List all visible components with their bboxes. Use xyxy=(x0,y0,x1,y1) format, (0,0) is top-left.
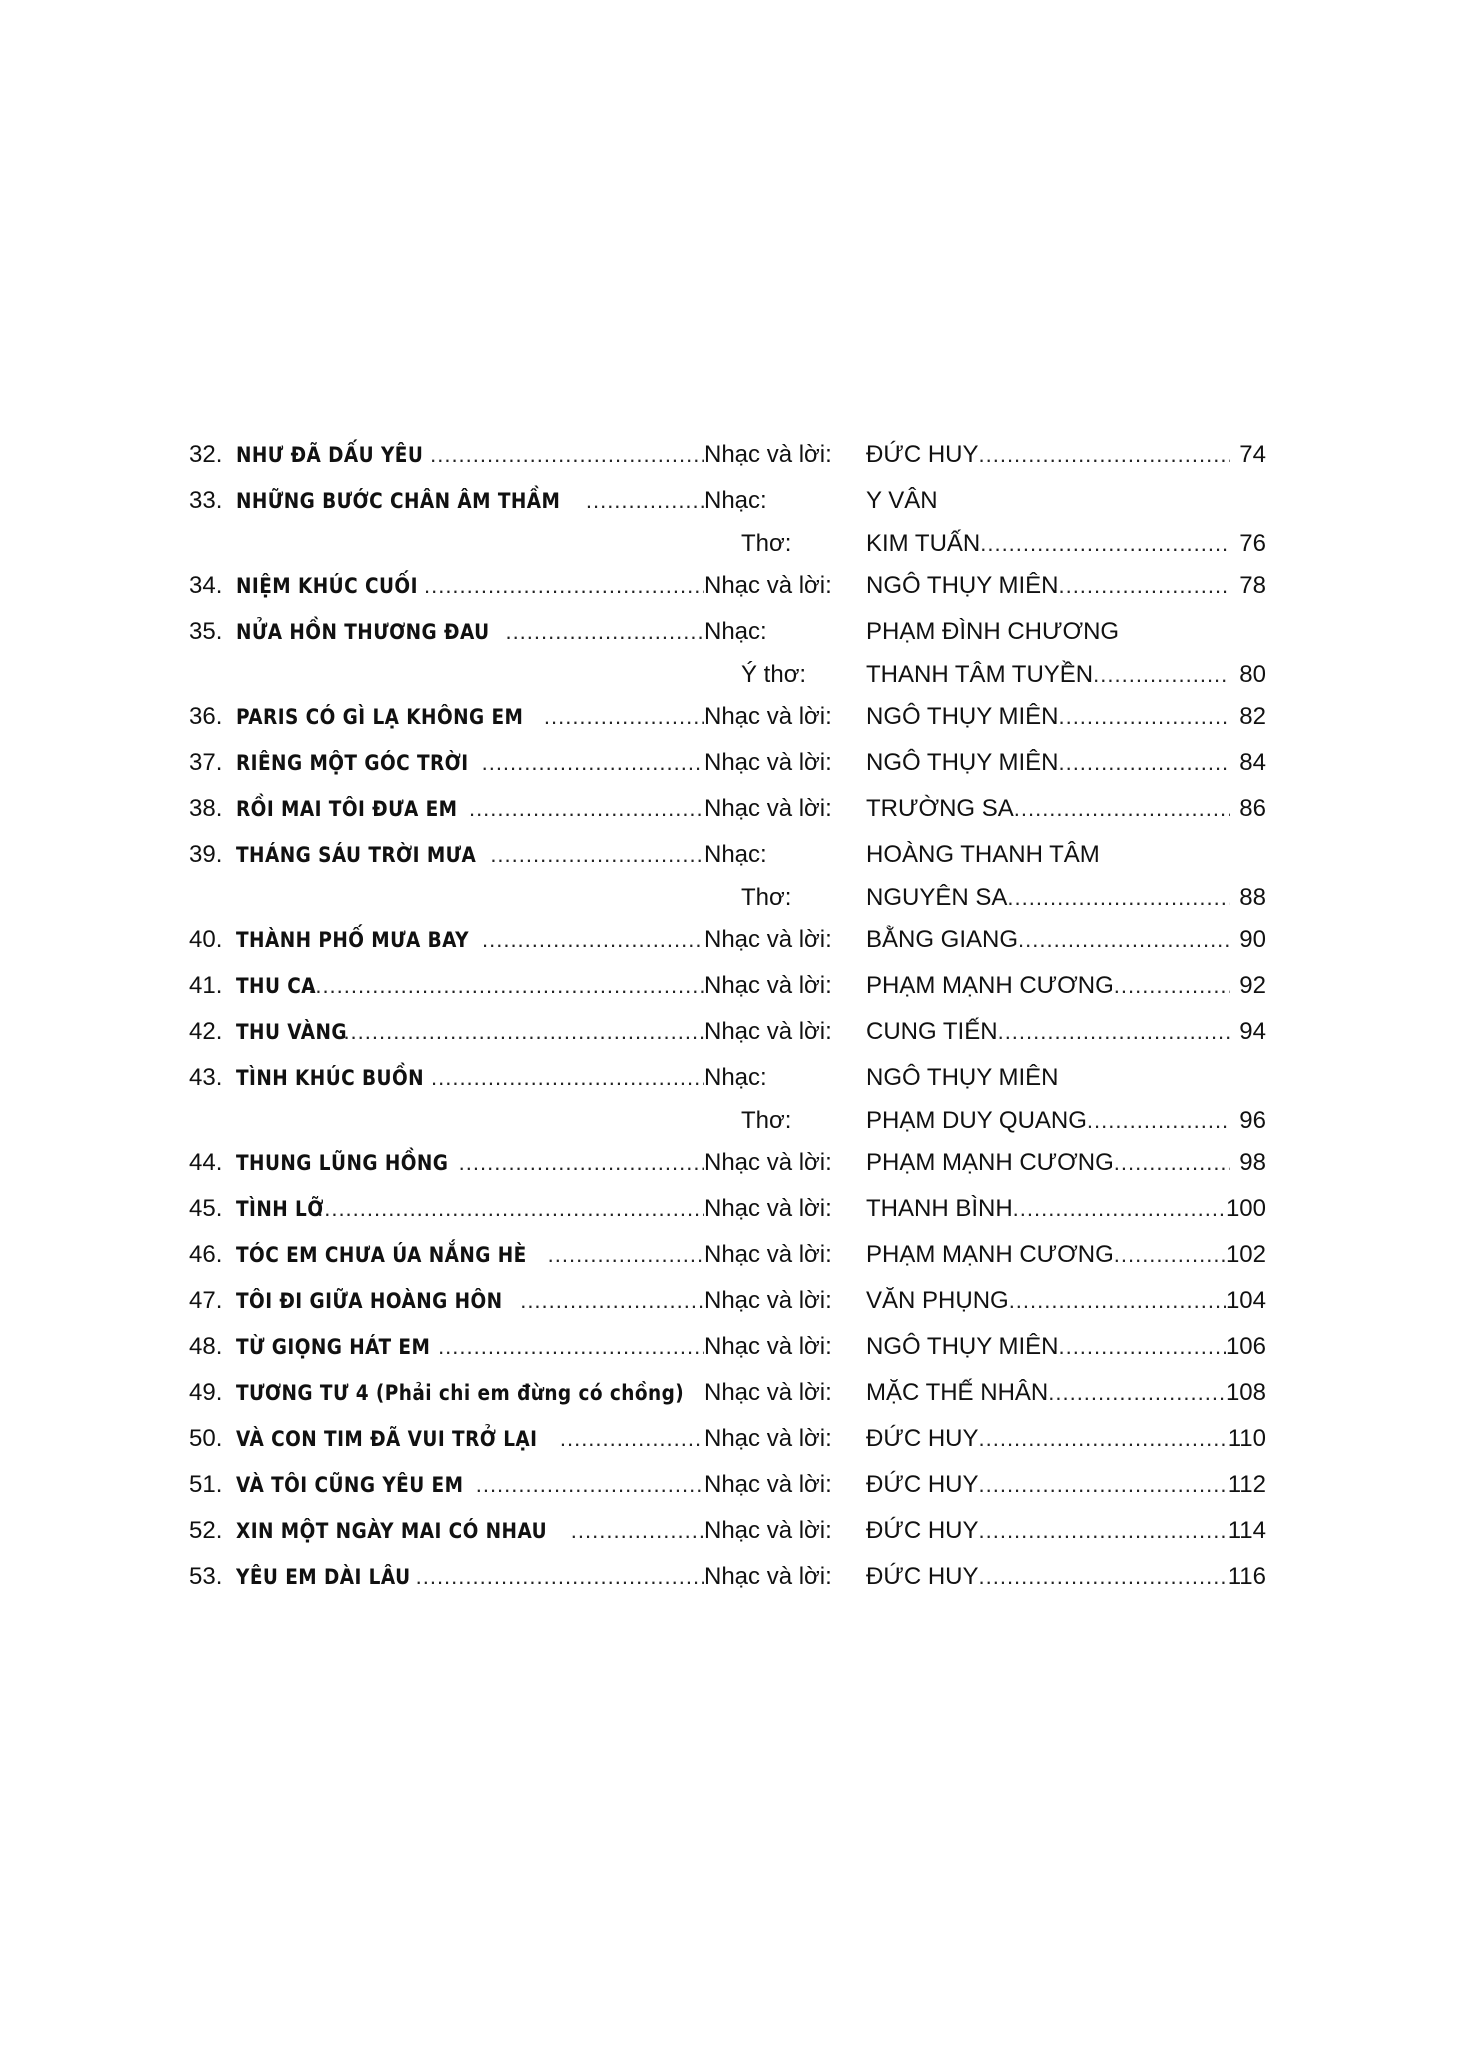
toc-entry-subline xyxy=(0,655,1464,694)
dot-leader xyxy=(520,1278,704,1324)
toc-entry xyxy=(0,694,1464,740)
dot-leader xyxy=(416,1554,704,1600)
credit-author-cell xyxy=(866,1370,1266,1416)
toc-entry xyxy=(0,1055,1464,1140)
song-title: TÔI ĐI GIỮA HOÀNG HÔN xyxy=(236,1289,503,1313)
entry-number: 48. xyxy=(189,1333,223,1360)
dot-leader xyxy=(1058,563,1230,609)
toc-entry xyxy=(0,432,1464,478)
entry-title-cell xyxy=(236,832,704,878)
dot-leader xyxy=(1114,1140,1230,1186)
dot-leader xyxy=(438,1324,704,1370)
credit-author-cell xyxy=(866,1462,1266,1508)
toc-entry-line xyxy=(0,1140,1464,1186)
page-number: 94 xyxy=(1239,1018,1266,1045)
dot-leader xyxy=(560,1416,704,1462)
entry-number: 52. xyxy=(189,1517,223,1544)
dot-leader xyxy=(544,694,704,740)
toc-entry-line xyxy=(0,1186,1464,1232)
credit-role: Thơ: xyxy=(741,884,792,911)
page-number: 108 xyxy=(1225,1379,1266,1406)
entry-number: 39. xyxy=(189,841,223,868)
page-number: 96 xyxy=(1239,1107,1266,1134)
song-title: NHỮNG BƯỚC CHÂN ÂM THẦM xyxy=(236,489,561,513)
toc-entry xyxy=(0,1009,1464,1055)
entry-number: 47. xyxy=(189,1287,223,1314)
toc-entry-line xyxy=(0,563,1464,609)
entry-title-cell xyxy=(236,917,704,963)
credit-role: Nhạc và lời: xyxy=(704,572,832,599)
toc-entry-line xyxy=(0,740,1464,786)
credit-author-cell xyxy=(866,786,1266,832)
entry-number: 53. xyxy=(189,1563,223,1590)
dot-leader xyxy=(317,1186,704,1232)
toc-entry-line xyxy=(0,1554,1464,1600)
toc-entry xyxy=(0,917,1464,963)
credit-role: Nhạc và lời: xyxy=(704,1471,832,1498)
toc-entry xyxy=(0,609,1464,694)
author-name: NGÔ THỤY MIÊN xyxy=(866,749,1059,776)
toc-entry-line xyxy=(0,478,1464,524)
page-number: 116 xyxy=(1227,1563,1266,1590)
author-name: PHẠM DUY QUANG xyxy=(866,1107,1087,1134)
page-number: 112 xyxy=(1227,1471,1266,1498)
entry-title-cell xyxy=(236,786,704,832)
author-name: MẶC THẾ NHÂN xyxy=(866,1379,1049,1406)
credit-role: Ý thơ: xyxy=(741,661,807,688)
song-title: THÁNG SÁU TRỜI MƯA xyxy=(236,843,477,867)
page-number: 90 xyxy=(1239,926,1266,953)
credit-role: Nhạc và lời: xyxy=(704,1241,832,1268)
page-number: 84 xyxy=(1239,749,1266,776)
dot-leader xyxy=(430,432,704,478)
song-title: NIỆM KHÚC CUỐI xyxy=(236,574,418,598)
song-title: PARIS CÓ GÌ LẠ KHÔNG EM xyxy=(236,705,524,729)
credit-role: Nhạc và lời: xyxy=(704,1018,832,1045)
author-name: ĐỨC HUY xyxy=(866,1563,979,1590)
credit-author-cell xyxy=(866,878,1266,917)
page-number: 82 xyxy=(1239,703,1266,730)
credit-role: Nhạc và lời: xyxy=(704,795,832,822)
dot-leader xyxy=(979,1462,1228,1508)
entry-number: 51. xyxy=(189,1471,223,1498)
credit-author-cell xyxy=(866,563,1266,609)
toc-entry xyxy=(0,1462,1464,1508)
entry-number: 49. xyxy=(189,1379,223,1406)
dot-leader xyxy=(343,1009,704,1055)
credit-role: Nhạc và lời: xyxy=(704,926,832,953)
credit-author-cell xyxy=(866,1554,1266,1600)
table-of-contents xyxy=(0,432,1464,1600)
toc-entry xyxy=(0,1232,1464,1278)
dot-leader xyxy=(476,1462,704,1508)
credit-author-cell xyxy=(866,1055,1266,1101)
song-title: TỪ GIỌNG HÁT EM xyxy=(236,1335,431,1359)
credit-role: Nhạc: xyxy=(704,487,767,514)
page-number: 106 xyxy=(1225,1333,1266,1360)
entry-number: 46. xyxy=(189,1241,223,1268)
dot-leader xyxy=(1013,1186,1226,1232)
entry-number: 33. xyxy=(189,487,223,514)
credit-author-cell xyxy=(866,1232,1266,1278)
credit-role: Thơ: xyxy=(741,1107,792,1134)
credit-author-cell xyxy=(866,917,1266,963)
entry-title-cell xyxy=(236,694,704,740)
dot-leader xyxy=(482,917,704,963)
credit-role: Nhạc và lời: xyxy=(704,1333,832,1360)
dot-leader xyxy=(1014,786,1230,832)
dot-leader xyxy=(424,563,704,609)
entry-title-cell xyxy=(236,1055,704,1101)
entry-number: 37. xyxy=(189,749,223,776)
toc-entry xyxy=(0,1416,1464,1462)
entry-title-cell xyxy=(236,1140,704,1186)
song-title: THUNG LŨNG HỒNG xyxy=(236,1151,449,1175)
dot-leader xyxy=(979,432,1231,478)
song-title: RỒI MAI TÔI ĐƯA EM xyxy=(236,797,458,821)
credit-role: Nhạc: xyxy=(704,1064,767,1091)
toc-entry xyxy=(0,963,1464,1009)
author-name: PHẠM MẠNH CƯƠNG xyxy=(866,972,1114,999)
credit-role: Nhạc và lời: xyxy=(704,1195,832,1222)
entry-number: 45. xyxy=(189,1195,223,1222)
entry-title-cell xyxy=(236,609,704,655)
author-name: ĐỨC HUY xyxy=(866,1517,979,1544)
credit-author-cell xyxy=(866,1416,1266,1462)
credit-author-cell xyxy=(866,1009,1266,1055)
dot-leader xyxy=(1018,917,1230,963)
toc-entry-line xyxy=(0,1508,1464,1554)
dot-leader xyxy=(1087,1101,1230,1140)
toc-entry xyxy=(0,786,1464,832)
dot-leader xyxy=(490,832,704,878)
page-number: 104 xyxy=(1225,1287,1266,1314)
credit-role: Nhạc và lời: xyxy=(704,1379,832,1406)
page-number: 86 xyxy=(1239,795,1266,822)
dot-leader xyxy=(1048,1370,1226,1416)
credit-role: Nhạc: xyxy=(704,841,767,868)
dot-leader xyxy=(980,524,1230,563)
toc-entry-line xyxy=(0,963,1464,1009)
song-title: YÊU EM DÀI LÂU xyxy=(236,1565,411,1589)
song-title: NHƯ ĐÃ DẤU YÊU xyxy=(236,443,424,467)
entry-number: 36. xyxy=(189,703,223,730)
toc-entry xyxy=(0,1508,1464,1554)
entry-title-cell xyxy=(236,1324,704,1370)
dot-leader xyxy=(431,1055,704,1101)
credit-author-cell xyxy=(866,432,1266,478)
dot-leader xyxy=(1058,740,1230,786)
credit-role: Nhạc và lời: xyxy=(704,1563,832,1590)
page-number: 78 xyxy=(1239,572,1266,599)
toc-entry-line xyxy=(0,694,1464,740)
toc-entry-line xyxy=(0,1278,1464,1324)
dot-leader xyxy=(979,1508,1228,1554)
entry-title-cell xyxy=(236,1278,704,1324)
credit-role: Nhạc: xyxy=(704,618,767,645)
credit-author-cell xyxy=(866,963,1266,1009)
dot-leader xyxy=(1058,1324,1225,1370)
author-name: CUNG TIẾN xyxy=(866,1018,998,1045)
entry-number: 38. xyxy=(189,795,223,822)
author-name: NGÔ THỤY MIÊN xyxy=(866,703,1059,730)
toc-entry xyxy=(0,1186,1464,1232)
dot-leader xyxy=(505,609,704,655)
credit-role: Nhạc và lời: xyxy=(704,441,832,468)
author-name: HOÀNG THANH TÂM xyxy=(866,841,1100,868)
entry-title-cell xyxy=(236,478,704,524)
entry-title-cell xyxy=(236,563,704,609)
page-number: 100 xyxy=(1225,1195,1266,1222)
author-name: NGÔ THỤY MIÊN xyxy=(866,1064,1059,1091)
toc-entry-subline xyxy=(0,878,1464,917)
entry-title-cell xyxy=(236,1554,704,1600)
song-title: TƯƠNG TƯ 4 (Phải chi em đừng có chồng) xyxy=(236,1381,685,1405)
entry-title-cell xyxy=(236,1232,704,1278)
credit-author-cell xyxy=(866,832,1266,878)
dot-leader xyxy=(469,786,704,832)
author-name: PHẠM MẠNH CƯƠNG xyxy=(866,1149,1114,1176)
credit-role: Nhạc và lời: xyxy=(704,703,832,730)
toc-entry-line xyxy=(0,786,1464,832)
dot-leader xyxy=(1007,878,1230,917)
toc-entry-line xyxy=(0,832,1464,878)
credit-role: Nhạc và lời: xyxy=(704,1517,832,1544)
credit-role: Thơ: xyxy=(741,530,792,557)
song-title: TÌNH LỠ xyxy=(236,1197,324,1221)
song-title: TÌNH KHÚC BUỒN xyxy=(236,1066,425,1090)
entry-title-cell xyxy=(236,740,704,786)
entry-number: 34. xyxy=(189,572,223,599)
entry-title-cell xyxy=(236,432,704,478)
credit-author-cell xyxy=(866,1140,1266,1186)
dot-leader xyxy=(979,1554,1228,1600)
credit-author-cell xyxy=(866,1186,1266,1232)
page-number: 114 xyxy=(1227,1517,1266,1544)
toc-entry-line xyxy=(0,1324,1464,1370)
page-number: 88 xyxy=(1239,884,1266,911)
author-name: THANH BÌNH xyxy=(866,1195,1013,1222)
author-name: KIM TUẤN xyxy=(866,530,981,557)
page-number: 74 xyxy=(1239,441,1266,468)
toc-entry xyxy=(0,1370,1464,1416)
toc-entry xyxy=(0,1324,1464,1370)
toc-entry-line xyxy=(0,1370,1464,1416)
credit-role: Nhạc và lời: xyxy=(704,1287,832,1314)
author-name: PHẠM ĐÌNH CHƯƠNG xyxy=(866,618,1120,645)
page-number: 92 xyxy=(1239,972,1266,999)
toc-entry-subline xyxy=(0,1101,1464,1140)
toc-entry xyxy=(0,478,1464,563)
author-name: BẰNG GIANG xyxy=(866,926,1019,953)
entry-title-cell xyxy=(236,1508,704,1554)
dot-leader xyxy=(308,963,704,1009)
song-title: VÀ TÔI CŨNG YÊU EM xyxy=(236,1473,464,1497)
credit-author-cell xyxy=(866,740,1266,786)
entry-number: 42. xyxy=(189,1018,223,1045)
author-name: TRƯỜNG SA xyxy=(866,795,1014,822)
dot-leader xyxy=(1009,1278,1226,1324)
toc-entry xyxy=(0,1278,1464,1324)
toc-entry-line xyxy=(0,432,1464,478)
toc-entry xyxy=(0,563,1464,609)
song-title: RIÊNG MỘT GÓC TRỜI xyxy=(236,751,469,775)
toc-entry-subline xyxy=(0,524,1464,563)
credit-author-cell xyxy=(866,694,1266,740)
toc-entry xyxy=(0,740,1464,786)
credit-author-cell xyxy=(866,609,1266,655)
credit-author-cell xyxy=(866,655,1266,694)
author-name: PHẠM MẠNH CƯƠNG xyxy=(866,1241,1114,1268)
entry-title-cell xyxy=(236,1370,704,1416)
toc-entry-line xyxy=(0,1462,1464,1508)
author-name: VĂN PHỤNG xyxy=(866,1287,1009,1314)
author-name: NGÔ THỤY MIÊN xyxy=(866,572,1059,599)
entry-number: 32. xyxy=(189,441,223,468)
entry-title-cell xyxy=(236,1416,704,1462)
entry-number: 50. xyxy=(189,1425,223,1452)
dot-leader xyxy=(1093,655,1230,694)
song-title: THU VÀNG xyxy=(236,1020,348,1044)
credit-author-cell xyxy=(866,1324,1266,1370)
credit-role: Nhạc và lời: xyxy=(704,972,832,999)
author-name: THANH TÂM TUYỀN xyxy=(866,661,1094,688)
dot-leader xyxy=(1114,1232,1226,1278)
toc-entry-line xyxy=(0,609,1464,655)
toc-entry xyxy=(0,832,1464,917)
author-name: ĐỨC HUY xyxy=(866,1425,979,1452)
credit-role: Nhạc và lời: xyxy=(704,749,832,776)
song-title: THÀNH PHỐ MƯA BAY xyxy=(236,928,469,952)
author-name: NGUYÊN SA xyxy=(866,884,1008,911)
dot-leader xyxy=(998,1009,1230,1055)
credit-role: Nhạc và lời: xyxy=(704,1149,832,1176)
song-title: TÓC EM CHƯA ÚA NẮNG HÈ xyxy=(236,1243,527,1267)
credit-author-cell xyxy=(866,1508,1266,1554)
dot-leader xyxy=(459,1140,704,1186)
dot-leader xyxy=(548,1232,704,1278)
entry-number: 44. xyxy=(189,1149,223,1176)
page-number: 80 xyxy=(1239,661,1266,688)
dot-leader xyxy=(571,1508,704,1554)
toc-entry-line xyxy=(0,917,1464,963)
entry-title-cell xyxy=(236,1186,704,1232)
author-name: ĐỨC HUY xyxy=(866,441,979,468)
dot-leader xyxy=(482,740,704,786)
toc-entry xyxy=(0,1554,1464,1600)
entry-title-cell xyxy=(236,963,704,1009)
dot-leader xyxy=(586,478,704,524)
author-name: ĐỨC HUY xyxy=(866,1471,979,1498)
dot-leader xyxy=(1058,694,1230,740)
page-number: 110 xyxy=(1227,1425,1266,1452)
credit-author-cell xyxy=(866,1101,1266,1140)
page-number: 98 xyxy=(1239,1149,1266,1176)
entry-number: 35. xyxy=(189,618,223,645)
toc-entry-line xyxy=(0,1232,1464,1278)
song-title: NỬA HỒN THƯƠNG ĐAU xyxy=(236,620,490,644)
toc-entry-line xyxy=(0,1416,1464,1462)
credit-author-cell xyxy=(866,1278,1266,1324)
toc-entry-line xyxy=(0,1009,1464,1055)
dot-leader xyxy=(1114,963,1230,1009)
entry-title-cell xyxy=(236,1009,704,1055)
entry-title-cell xyxy=(236,1462,704,1508)
dot-leader xyxy=(979,1416,1228,1462)
page-number: 102 xyxy=(1225,1241,1266,1268)
entry-number: 43. xyxy=(189,1064,223,1091)
toc-entry-line xyxy=(0,1055,1464,1101)
toc-entry xyxy=(0,1140,1464,1186)
author-name: Y VÂN xyxy=(866,487,938,514)
page-number: 76 xyxy=(1239,530,1266,557)
credit-author-cell xyxy=(866,478,1266,524)
song-title: XIN MỘT NGÀY MAI CÓ NHAU xyxy=(236,1519,548,1543)
credit-role: Nhạc và lời: xyxy=(704,1425,832,1452)
credit-author-cell xyxy=(866,524,1266,563)
song-title: THU CA xyxy=(236,974,317,998)
song-title: VÀ CON TIM ĐÃ VUI TRỞ LẠI xyxy=(236,1427,538,1451)
entry-number: 41. xyxy=(189,972,223,999)
author-name: NGÔ THỤY MIÊN xyxy=(866,1333,1059,1360)
entry-number: 40. xyxy=(189,926,223,953)
